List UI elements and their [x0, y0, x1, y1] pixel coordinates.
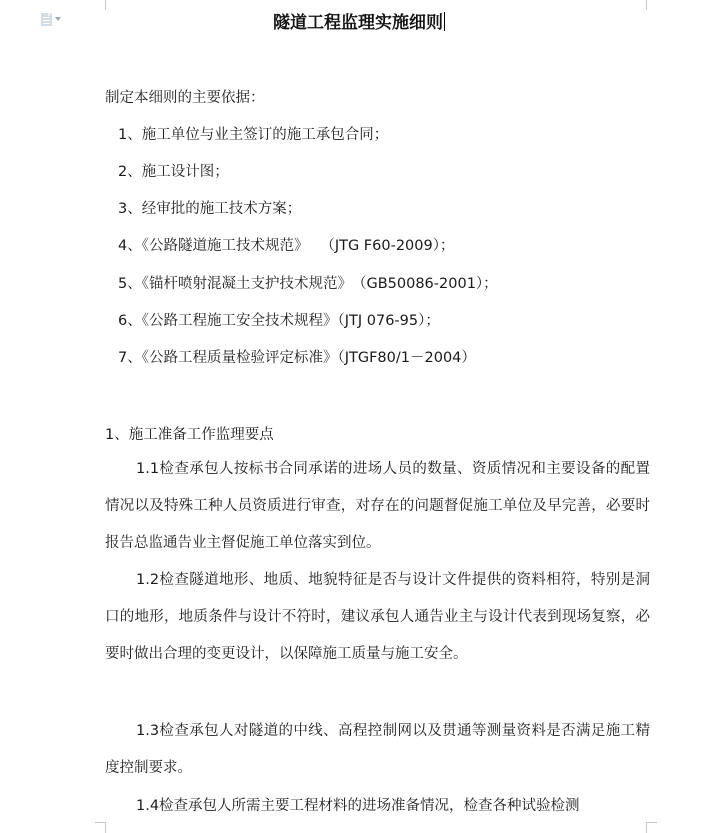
document-title[interactable]	[0, 8, 718, 33]
paragraph-text: 1.2检查隧道地形、地质、地貌特征是否与设计文件提供的资料相符，特别是洞口的地形，地质条件与设计不符时，建议承包人通告业主与设计代表到现场复察，必要时做出合理的变更设计，以保障施工质量与施工安全。	[105, 572, 650, 663]
list-item: 5、《锚杆喷射混凝土支护技术规范》 （GB50086-2001）；	[118, 276, 498, 292]
list-item: 7、《公路工程质量检验评定标准》（JTGF80/1－2004）	[118, 350, 476, 366]
paragraph-text: 1.4检查承包人所需主要工程材料的进场准备情况，检查各种试验检测	[136, 798, 580, 814]
section-heading: 1、施工准备工作监理要点	[105, 427, 274, 443]
list-item: 1、施工单位与业主签订的施工承包合同；	[118, 127, 389, 143]
text-cursor	[444, 12, 445, 31]
paragraph-text: 1.1检查承包人按标书合同承诺的进场人员的数量、资质情况和主要设备的配置情况以及特殊工种人员资质进行审查，对存在的问题督促施工单位及早完善，必要时报告总监通告业主督促施工单位落实到位。	[105, 461, 650, 552]
paragraph	[105, 713, 650, 787]
paragraph	[105, 562, 650, 674]
paragraph-text: 1.3检查承包人对隧道的中线、高程控制网以及贯通等测量资料是否满足施工精度控制要求。	[105, 723, 650, 777]
list-item: 6、《公路工程施工安全技术规程》（JTJ 076-95）；	[118, 313, 440, 329]
paragraph	[105, 451, 650, 563]
list-item: 2、施工设计图；	[118, 164, 229, 180]
paragraph	[105, 788, 650, 825]
document-title-text: 隧道工程监理实施细则	[273, 13, 443, 33]
list-item: 4、《公路隧道施工技术规范》 （JTG F60-2009）；	[118, 238, 455, 254]
basis-heading: 制定本细则的主要依据：	[105, 90, 265, 106]
list-item: 3、经审批的施工技术方案；	[118, 201, 302, 217]
